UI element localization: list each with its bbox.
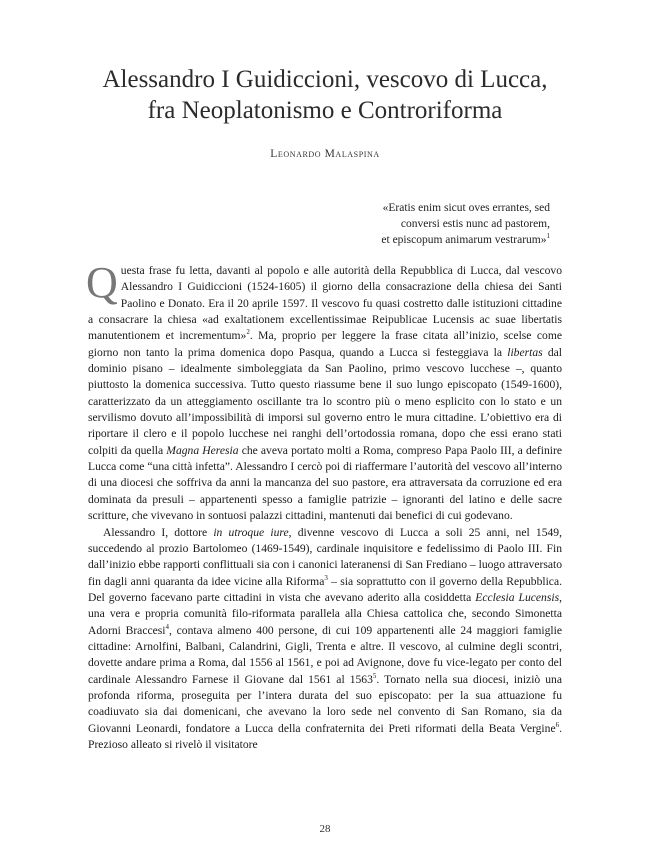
paragraph-2-text-5: , contava almeno 400 persone, di cui 109 appartenenti alle 24 maggiori famiglie cittadine: Arnolfini, Balbani, Calandrini, Gigli, Trenta e altre. Il vescovo, al culmine degli scontri, dovette andare prima a Roma, dal 1556 al 1561, e poi ad Avignone, dove fu vice-legato per conto del cardinale Alessandro Farnese il Giovane dal 1561 al 1563 [88, 623, 562, 686]
paragraph-2-text-1: Alessandro I, dottore [103, 525, 214, 539]
footnote-ref-1[interactable]: 1 [546, 232, 550, 241]
epigraph-line-3 [381, 232, 550, 248]
article-title [60, 64, 590, 126]
paragraph-1 [86, 258, 563, 525]
paragraph-2-text-7: . Prezioso alleato si rivelò il visitatore [88, 721, 562, 751]
epigraph-line-1: «Eratis enim sicut oves errantes, sed [382, 202, 550, 214]
italic-term-magna-heresia: Magna Heresia [166, 443, 239, 457]
paragraph-1-text-4: che aveva portato molti a Roma, compreso Papa Paolo III, a definire Lucca come “una città infetta”. Alessandro I cercò poi di riaffermare l’autorità del vescovo all’interno di una diocesi che soffriva da anni la mancanza del suo pastore, era attraversata da corruzione ed era dominata da presuli – appartenenti spesso a famiglie patrizie – ignoranti del latino e delle sacre scritture, che vivevano in sontuosi palazzi cittadini, mantenuti dai benefici di cui godevano. [88, 443, 563, 523]
footnote-ref-5[interactable]: 5 [372, 671, 377, 680]
paragraph-2-text-3: – sia soprattutto con il governo della Repubblica. Del governo facevano parte cittadini in vista che avevano aderito alla cosiddetta [88, 574, 562, 604]
page-number: 28 [319, 823, 331, 835]
paragraph-2 [88, 525, 562, 754]
body-text [86, 258, 563, 753]
italic-term-libertas: libertas [507, 345, 543, 359]
paragraph-2-text-4: , una vera e propria comunità filo-riformata parallela alla Chiesa cattolica che, secondo Simonetta Adorni Braccesi [88, 590, 562, 637]
author-name: Leonardo Malaspina [270, 148, 380, 160]
paragraph-1-text-2: . Ma, proprio per leggere la frase citata all’inizio, scelse come giorno non tanto la prima domenica dopo Pasqua, quando a Lucca si festeggiava la [88, 329, 562, 359]
drop-cap: Q [86, 258, 118, 307]
footnote-ref-6[interactable]: 6 [555, 720, 560, 729]
italic-term-in-utroque-iure: in utroque iure [213, 525, 289, 539]
paragraph-2-text-2: , divenne vescovo di Lucca a soli 25 anni, nel 1549, succedendo al prozio Bartolomeo (1469-1549), cardinale inquisitore e fedelissimo di Paolo III. Fin dall’inizio ebbe rapporti conflittuali sia con i canonici lateranensi di San Frediano – luogo attraversato fin dagli anni quaranta da idee vicine alla Riforma [88, 525, 562, 588]
epigraph [381, 200, 550, 248]
paragraph-1-text-1: uesta frase fu letta, davanti al popolo e alle autorità della Repubblica di Lucca, dal vescovo Alessandro I Guidiccioni (1524-1605) il giorno della consacrazione della chiesa dei Santi Paolino e Donato. Era il 20 aprile 1597. Il vescovo fu quasi costretto dalle istituzioni cittadine a consacrare la chiesa «ad exaltationem excellentissimae Reipublicae Lucensis ac suae libertatis manutentionem et incrementum» [88, 264, 562, 343]
title-line-1: Alessandro I Guidiccioni, vescovo di Lucca, [102, 66, 548, 93]
footnote-ref-3[interactable]: 3 [324, 573, 328, 582]
paragraph-1-text-3: dal dominio pisano – idealmente simboleggiata da San Paolino, primo vescovo lucchese –, quanto piuttosto la domenica successiva. Tutto questo riassume bene il suo lungo episcopato (1549-1600), caratterizzato da un atteggiamento oscillante tra lo scontro più o meno esplicito con lo stato e un servilismo dovuto all’impossibilità di imporsi sul governo entro le mura cittadine. L’obiettivo era di riportare il clero e il popolo lucchese nei ranghi dell’ortodossia romana, dopo che essi erano stati colpiti da quella [88, 345, 562, 457]
footnote-ref-4[interactable]: 4 [165, 622, 169, 631]
footnote-ref-2[interactable]: 2 [246, 328, 250, 337]
paragraph-2-text-6: . Tornato nella sua diocesi, iniziò una profonda riforma, proseguita per l’intera durata del suo episcopato: per la sua attuazione fu coadiuvato sia dai domenicani, che avevano la loro sede nel convento di San Romano, sia da Giovanni Leonardi, fondatore a Lucca della confraternita dei Preti riformati della Beata Vergine [88, 672, 562, 735]
epigraph-line-3-text: et episcopum animarum vestrarum» [381, 234, 547, 246]
italic-term-ecclesia-lucensis: Ecclesia Lucensis [475, 590, 560, 604]
epigraph-line-2: conversi estis nunc ad pastorem, [400, 218, 550, 230]
title-line-2: fra Neoplatonismo e Controriforma [147, 97, 503, 124]
